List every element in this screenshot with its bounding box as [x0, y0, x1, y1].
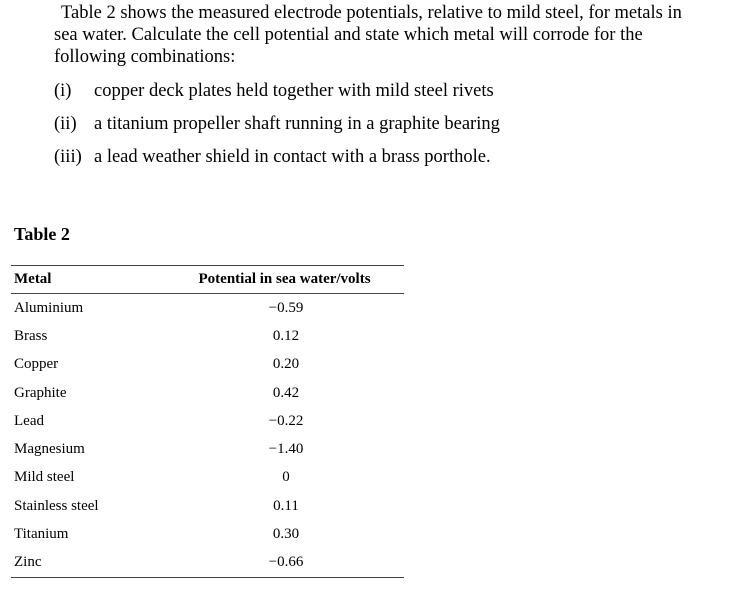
question-item	[54, 80, 500, 113]
intro-paragraph: Table 2 shows the measured electrode potentials, relative to mild steel, for metals in sea water. Calculate the cell potential and state which metal will corrode for the following combinations:	[54, 3, 682, 67]
potential-cell: −1.40	[268, 441, 304, 458]
potential-cell: 0.12	[272, 327, 300, 344]
metal-cell: Lead	[14, 412, 44, 429]
table-row	[11, 549, 404, 578]
metal-cell: Graphite	[14, 384, 67, 401]
question-item	[54, 113, 500, 146]
question-text: a lead weather shield in contact with a brass porthole.	[94, 147, 491, 167]
table-row	[11, 379, 404, 407]
table-row	[11, 294, 404, 323]
header-potential: Potential in sea water/volts	[198, 271, 371, 287]
metal-cell: Mild steel	[14, 469, 75, 486]
potential-cell: 0.11	[273, 497, 299, 514]
question-text: copper deck plates held together with mild steel rivets	[94, 81, 494, 101]
table-row	[11, 322, 404, 350]
table-title: Table 2	[14, 224, 70, 244]
header-metal: Metal	[14, 271, 52, 287]
table-row	[11, 407, 404, 435]
table-header-row	[11, 266, 404, 294]
metal-cell: Zinc	[14, 554, 42, 571]
table-row	[11, 520, 404, 548]
question-number: (ii)	[54, 114, 77, 134]
potential-cell: 0.20	[272, 356, 300, 373]
table-row	[11, 351, 404, 379]
potential-cell: 0.30	[272, 526, 300, 543]
metal-cell: Copper	[14, 356, 59, 373]
metal-cell: Magnesium	[14, 441, 85, 458]
potential-cell: 0	[282, 469, 290, 486]
potential-cell: −0.66	[268, 554, 304, 571]
question-item	[54, 146, 500, 179]
question-number: (i)	[54, 81, 72, 101]
table-row	[11, 435, 404, 463]
potential-cell: 0.42	[272, 384, 300, 401]
potential-cell: −0.59	[268, 299, 304, 316]
table-row	[11, 464, 404, 492]
question-number: (iii)	[54, 147, 82, 167]
metal-cell: Brass	[14, 327, 48, 344]
question-text: a titanium propeller shaft running in a graphite bearing	[94, 114, 500, 134]
table-row	[11, 492, 404, 520]
potential-table	[11, 265, 404, 578]
potential-cell: −0.22	[268, 412, 304, 429]
question-list	[54, 80, 500, 179]
metal-cell: Titanium	[14, 526, 69, 543]
metal-cell: Aluminium	[14, 299, 84, 316]
metal-cell: Stainless steel	[14, 497, 99, 514]
